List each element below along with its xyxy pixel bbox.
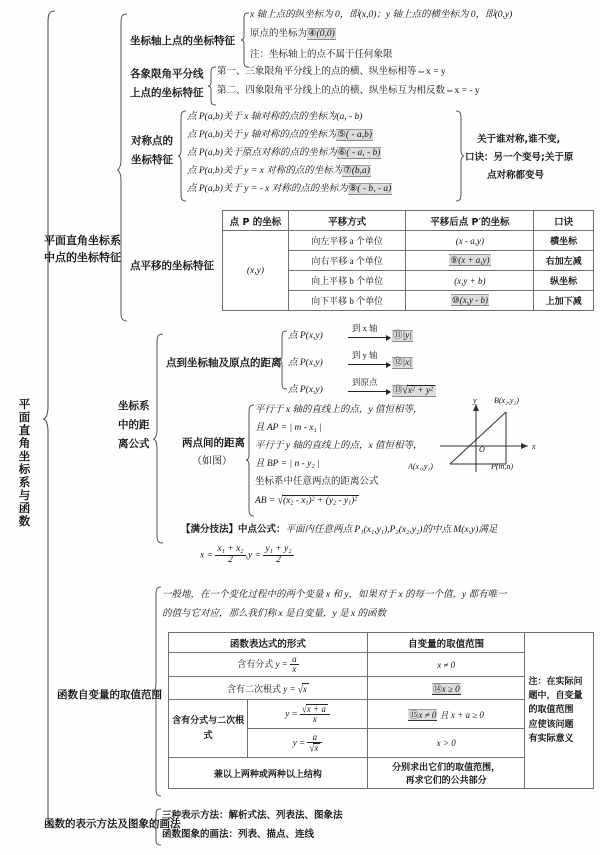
two-point-line-2: 平行于 y 轴的直线上的点，x 值恒相等， <box>255 441 423 451</box>
branch4-item-1: 函数图象的画法：列表、描点、连线 <box>162 829 315 840</box>
point-dist-over-2: 到原点 <box>352 377 378 387</box>
function-range-header-0: 函数表达式的形式 <box>169 633 368 653</box>
figure-x-axis-label: x <box>532 442 536 451</box>
symmetry-brace-left <box>177 110 187 202</box>
translation-way-1: 向右平移 a 个单位 <box>288 251 406 271</box>
point-dist-over-0: 到 x 轴 <box>352 323 378 333</box>
blank-6: ⑥( - a, - b) <box>337 148 381 158</box>
two-point-line-5: AB = $√(x_2 - x_1)^2 + (y_2 - y_1)^2$ <box>255 494 358 508</box>
branch4-label: 函数的表示方法及图象的画法 <box>44 818 181 830</box>
translation-mnem-0: 横坐标 <box>534 231 594 251</box>
two-point-line-1: 且 AP = | m - x₁ | <box>255 423 322 433</box>
translation-mnem-3: 上加下减 <box>534 291 594 311</box>
translation-result-3 <box>406 291 534 311</box>
two-point-line-4: 坐标系中任意两点的距离公式 <box>255 477 379 487</box>
blank-5: ⑤( - a,b) <box>337 130 373 140</box>
two-point-label-line1: 两点间的距离 <box>182 437 245 449</box>
point-dist-brace <box>278 330 288 390</box>
function-range-form-group: 含有分式与二次根式 <box>169 700 248 758</box>
point-dist-from-1: 点 P(x,y) <box>288 358 323 368</box>
function-range-table <box>168 632 594 789</box>
axis-points-item-1-text: 原点的坐标为 <box>250 29 308 39</box>
two-point-label-line2: （如图） <box>192 456 232 467</box>
function-range-header-1: 自变量的取值范围 <box>367 633 525 653</box>
point-dist-label: 点到坐标轴及原点的距离 <box>166 357 282 369</box>
blank-14: ⑭x ≥ 0 <box>432 683 460 694</box>
function-range-form-2: y = $\frac{√x + a}{x}$ <box>248 700 368 729</box>
translation-header-1: 平移方式 <box>288 211 406 231</box>
translation-header-0: 点 P 的坐标 <box>223 211 289 231</box>
branch1-label-line2: 中点的坐标特征 <box>44 251 121 264</box>
branch2-label-line2: 中的距 <box>118 419 150 431</box>
function-range-note-line0: 在实际问 <box>546 677 583 688</box>
function-range-value-4-line1: 分别求出它们的取值范围， <box>392 763 501 773</box>
function-range-value-4-line2: 再求它们的公共部分 <box>405 776 487 786</box>
symmetry-row-1: 点 P(a,b)关于 y 轴对称的点的坐标为⑤( - a,b) <box>187 130 373 140</box>
function-range-note <box>525 633 594 789</box>
translation-table <box>222 210 594 311</box>
figure-point-b-label: B(x₂,y₂) <box>494 396 519 405</box>
translation-way-2: 向上平移 b 个单位 <box>288 271 406 291</box>
blank-11: ⑪|y| <box>393 331 412 341</box>
midpoint-y-num: y₁ + y₂ <box>265 544 292 554</box>
function-range-note-label: 注： <box>528 677 547 688</box>
function-range-note-line4: 有实际意义 <box>528 733 574 744</box>
point-dist-arrow-0 <box>348 337 390 338</box>
symmetry-mnemonic-label: 口诀：另一个变号;关于原 <box>465 152 574 163</box>
point-dist-from-2: 点 P(x,y) <box>288 385 323 395</box>
branch2-brace <box>152 333 164 545</box>
point-dist-arrow-1 <box>348 364 390 365</box>
branch2-label-line1: 坐标系 <box>118 400 150 412</box>
blank-15: ⑮x ≠ 0 <box>409 709 437 720</box>
point-dist-to-2 <box>392 385 436 397</box>
function-range-value-4 <box>367 758 525 789</box>
bisector-label-line1: 各象限角平分线 <box>130 68 204 80</box>
blank-8: ⑧( - b, - a) <box>348 184 392 194</box>
root-brace <box>42 10 56 828</box>
two-point-brace <box>245 404 255 518</box>
branch2-label-line3: 离公式 <box>118 438 150 450</box>
symmetry-row-0-text: 点 P(a,b)关于 x 轴对称的点的坐标为(a, - b) <box>187 112 363 122</box>
translation-result-0: (x - a,y) <box>406 231 534 251</box>
translation-way-0: 向左平移 a 个单位 <box>288 231 406 251</box>
branch3-brace <box>152 586 162 798</box>
translation-way-3: 向下平移 b 个单位 <box>288 291 406 311</box>
function-range-form-0: 含有分式 y = $\frac{a}{x}$ <box>169 653 368 677</box>
figure-point-p-label: P(m,n) <box>491 462 513 471</box>
branch3-label: 函数自变量的取值范围 <box>57 689 162 701</box>
blank-4: ④(0,0) <box>308 29 335 39</box>
function-range-note-line1: 题中，自变量 <box>528 691 583 702</box>
point-dist-from-0: 点 P(x,y) <box>288 331 323 341</box>
blank-10: ⑩(x,y - b) <box>451 295 488 305</box>
symmetry-row-0 <box>187 112 362 123</box>
midpoint-x-num: x₁ + x₂ <box>217 544 244 554</box>
symmetry-row-2: 点 P(a,b)关于原点对称的点的坐标为⑥( - a, - b) <box>187 148 381 158</box>
branch4-item-0: 三种表示方法：解析式法、列表法、图象法 <box>162 810 343 821</box>
two-point-line-3: 且 BP = | n - y₂ | <box>255 459 320 469</box>
bisector-item-1: 第二、四象限角平分线上的点的横、纵坐标互为相反数⇔x = - y <box>217 86 480 96</box>
translation-label: 点平移的坐标特征 <box>130 260 214 272</box>
figure-origin-label: O <box>479 445 485 454</box>
symmetry-mnemonic-line1: 关于谁对称,谁不变, <box>477 134 561 145</box>
coordinate-figure <box>408 396 548 485</box>
function-range-value-1 <box>367 677 525 700</box>
function-range-form-3: y = $\frac{a}{√x}$ <box>248 729 368 758</box>
function-definition-line2: 的值与它对应，那么我们称 x 是自变量，y 是 x 的函数 <box>162 609 387 619</box>
midpoint-x-den: 2 <box>228 554 233 565</box>
translation-table-header-row <box>223 211 594 231</box>
function-range-note-line3: 应使该问题 <box>528 719 574 730</box>
table-row <box>223 231 594 251</box>
blank-7: ⑦(b,a) <box>343 166 370 176</box>
midpoint-y-den: 2 <box>276 554 281 565</box>
function-range-header-row <box>169 633 594 653</box>
symmetry-label-line1: 对称点的 <box>131 135 173 147</box>
symmetry-mnemonic-line2: 另一个变号;关于原 <box>493 152 574 163</box>
midpoint-tag: 【满分技法】 <box>181 524 239 535</box>
translation-origin-cell: (x,y) <box>223 231 289 311</box>
translation-result-1 <box>406 251 534 271</box>
point-dist-to-1 <box>392 358 413 369</box>
translation-mnem-1: 右加左减 <box>534 251 594 271</box>
midpoint-formula-line <box>181 524 497 536</box>
blank-12: ⑫|x| <box>393 358 412 368</box>
bisector-item-0: 第一、三象限角平分线上的点的横、纵坐标相等⇔x = y <box>217 67 446 77</box>
translation-result-2: (x,y + b) <box>406 271 534 291</box>
symmetry-label-line2: 坐标特征 <box>131 154 173 166</box>
midpoint-title: 中点公式： <box>238 524 286 535</box>
axis-points-label: 坐标轴上点的坐标特征 <box>130 35 235 47</box>
figure-y-axis-label: y <box>473 396 477 405</box>
point-dist-to-0 <box>392 331 413 342</box>
translation-header-2: 平移后点 P′的坐标 <box>406 211 534 231</box>
function-range-note-line2: 的取值范围 <box>528 705 574 716</box>
function-range-value-2: ⑮x ≠ 0 且 x + a ≥ 0 <box>367 700 525 729</box>
function-range-form-4: 兼以上两种或两种以上结构 <box>169 758 368 789</box>
point-dist-over-1: 到 y 轴 <box>352 350 378 360</box>
point-dist-arrow-2 <box>348 391 390 392</box>
function-range-value-0: x ≠ 0 <box>367 653 525 677</box>
symmetry-row-4: 点 P(a,b)关于 y = - x 对称的点的坐标为⑧( - b, - a) <box>187 184 392 194</box>
blank-9: ⑨(x + a,y) <box>450 255 490 265</box>
midpoint-formula: x = $\frac{\text{x₁ + x₂}}{2}$ ,y = $\frac{\text{y₁ + y₂}}{2}$ <box>200 544 292 565</box>
bisector-label-line2: 上点的坐标特征 <box>130 87 204 99</box>
translation-header-3: 口诀 <box>534 211 594 231</box>
branch1-brace <box>116 13 128 323</box>
axis-points-item-2: 注：坐标轴上的点不属于任何象限 <box>250 50 393 60</box>
branch4-brace <box>152 808 162 846</box>
translation-mnem-2: 纵坐标 <box>534 271 594 291</box>
axis-points-item-0: x 轴上点的纵坐标为 0，即(x,0)；y 轴上点的横坐标为 0，即(0,y) <box>250 10 513 20</box>
function-range-value-3: x > 0 <box>367 729 525 758</box>
axis-points-item-1 <box>250 29 336 40</box>
axis-points-brace <box>240 12 250 68</box>
midpoint-text: 平面内任意两点 P₁(x₁,y₁),P₂(x₂,y₂)的中点 M(x,y)满足 <box>285 525 498 535</box>
root-label: 平面直角坐标系与函数 <box>17 398 32 528</box>
function-range-form-1: 含有二次根式 y = √x <box>169 677 368 700</box>
two-point-line-0: 平行于 x 轴的直线上的点，y 值恒相等， <box>255 405 423 415</box>
function-definition-line1: 一般地，在一个变化过程中的两个变量 x 和 y，如果对于 x 的每一个值，y 都有唯一 <box>162 590 507 600</box>
symmetry-mnemonic-line3: 点对称都变号 <box>487 170 545 181</box>
symmetry-row-3: 点 P(a,b)关于 y = x 对称的点的坐标为⑦(b,a) <box>187 166 370 176</box>
symmetry-brace-right <box>455 110 465 202</box>
figure-point-a-label: A(x₁,y₁) <box>408 462 433 471</box>
blank-13: $⑬√x^2 + y^2$ <box>392 385 436 397</box>
branch1-label-line1: 平面直角坐标系 <box>44 234 121 247</box>
bisector-brace <box>207 66 217 106</box>
